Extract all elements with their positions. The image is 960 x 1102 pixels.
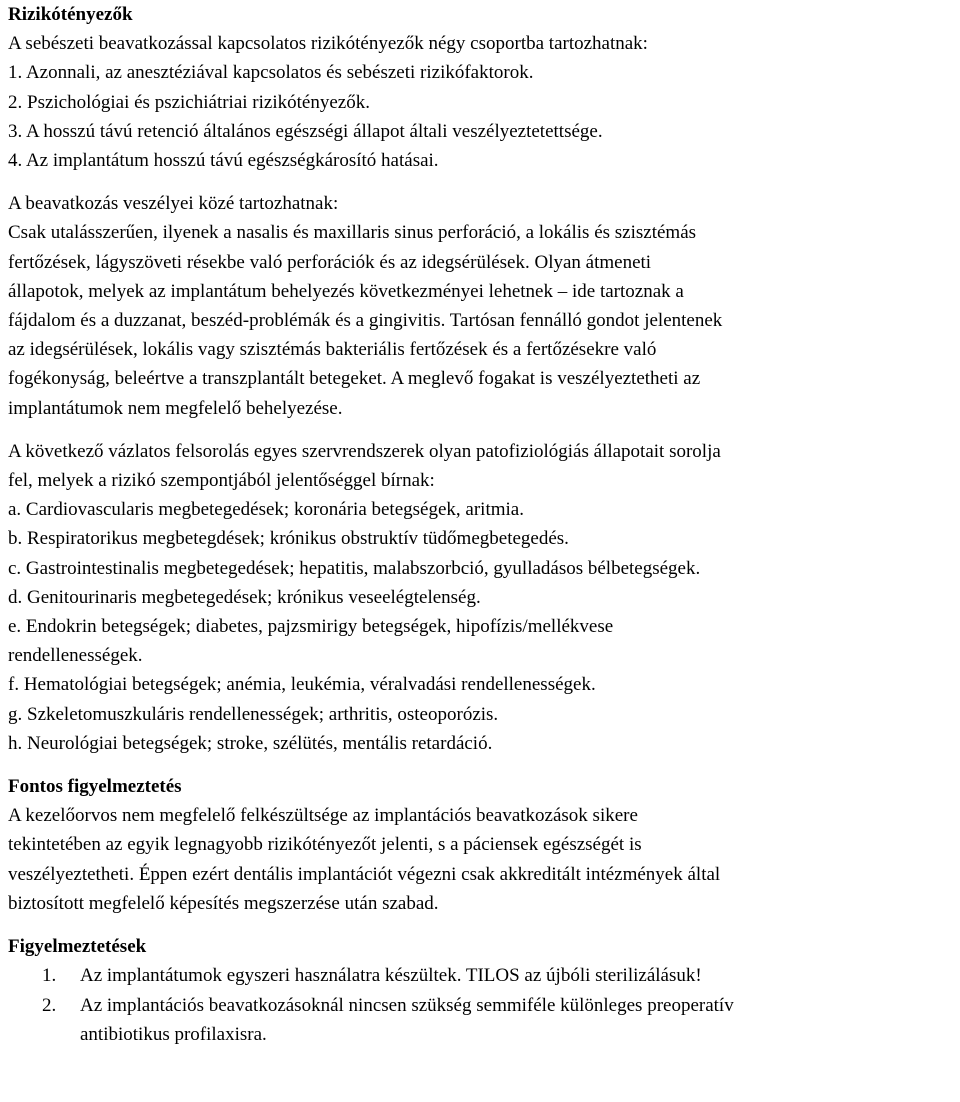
dangers-line: fájdalom és a duzzanat, beszéd-problémák és a gingivitis. Tartósan fennálló gondot jelentenek [8,310,723,332]
risk-item: 2. Pszichológiai és pszichiátriai rizikótényezők. [8,91,370,113]
systems-item: d. Genitourinaris megbetegedések; krónikus veseelégtelenség. [8,586,481,608]
systems-item: rendellenességek. [8,645,143,667]
risk-intro: A sebészeti beavatkozással kapcsolatos rizikótényezők négy csoportba tartozhatnak: [8,33,648,55]
list-text: Az implantátumok egyszeri használatra készültek. TILOS az újbóli sterilizálásuk! [80,965,702,987]
systems-item: f. Hematológiai betegségek; anémia, leukémia, véralvadási rendellenességek. [8,674,596,696]
systems-item: h. Neurológiai betegségek; stroke, szélütés, mentális retardáció. [8,732,493,754]
heading-warnings: Figyelmeztetések [8,936,147,958]
list-number: 2. [42,994,57,1016]
list-text: antibiotikus profilaxisra. [80,1023,267,1045]
paragraph-gap [8,758,960,772]
warnings-list-item [8,961,960,990]
warning-line: veszélyeztetheti. Éppen ezért dentális implantációt végezni csak akkreditált intézmények által [8,863,721,885]
warning-line: tekintetében az egyik legnagyobb rizikótényezőt jelenti, s a páciensek egészségét is [8,834,642,856]
dangers-line: állapotok, melyek az implantátum behelyezés következményei lehetnek – ide tartoznak a [8,280,684,302]
systems-item: e. Endokrin betegségek; diabetes, pajzsmirigy betegségek, hipofízis/mellékvese [8,616,614,638]
risk-item: 4. Az implantátum hosszú távú egészségkárosító hatásai. [8,150,439,172]
systems-item: b. Respiratorikus megbetegdések; krónikus obstruktív tüdőmegbetegedés. [8,528,569,550]
warnings-list-item [8,991,960,1020]
risk-item: 1. Azonnali, az anesztéziával kapcsolatos és sebészeti rizikófaktorok. [8,62,534,84]
dangers-line: az idegsérülések, lokális vagy szisztémás bakteriális fertőzések és a fertőzésekre való [8,339,657,361]
heading-important-warning: Fontos figyelmeztetés [8,776,182,798]
warning-line: biztosított megfelelő képesítés megszerzése után szabad. [8,892,439,914]
dangers-line: fertőzések, lágyszöveti résekbe való perforációk és az idegsérülések. Olyan átmeneti [8,251,652,273]
systems-item: a. Cardiovascularis megbetegedések; koronária betegségek, aritmia. [8,499,524,521]
warnings-list-item-continuation [8,1020,960,1049]
list-text: Az implantációs beavatkozásoknál nincsen szükség semmiféle különleges preoperatív [80,994,734,1016]
list-number: 1. [42,965,57,987]
systems-item: c. Gastrointestinalis megbetegedések; hepatitis, malabszorbció, gyulladásos bélbetegségek. [8,557,701,579]
systems-line: fel, melyek a rizikó szempontjából jelentőséggel bírnak: [8,470,435,492]
paragraph-gap [8,423,960,437]
heading-risk-factors: Rizikótényezők [8,4,133,25]
systems-line: A következő vázlatos felsorolás egyes szervrendszerek olyan patofiziológiás állapotait sorolja [8,440,721,462]
list-number-spacer [8,1020,80,1049]
paragraph-gap [8,175,960,189]
dangers-line: A beavatkozás veszélyei közé tartozhatnak: [8,193,339,215]
risk-item: 3. A hosszú távú retenció általános egészségi állapot általi veszélyeztetettsége. [8,120,603,142]
systems-item: g. Szkeletomuszkuláris rendellenességek; arthritis, osteoporózis. [8,703,499,725]
paragraph-gap [8,918,960,932]
dangers-line: implantátumok nem megfelelő behelyezése. [8,397,343,419]
dangers-line: fogékonyság, beleértve a transzplantált betegeket. A meglevő fogakat is veszélyeztetheti az [8,368,701,390]
dangers-line: Csak utalásszerűen, ilyenek a nasalis és maxillaris sinus perforáció, a lokális és szisztémás [8,222,697,244]
warning-line: A kezelőorvos nem megfelelő felkészültsége az implantációs beavatkozások sikere [8,805,638,827]
